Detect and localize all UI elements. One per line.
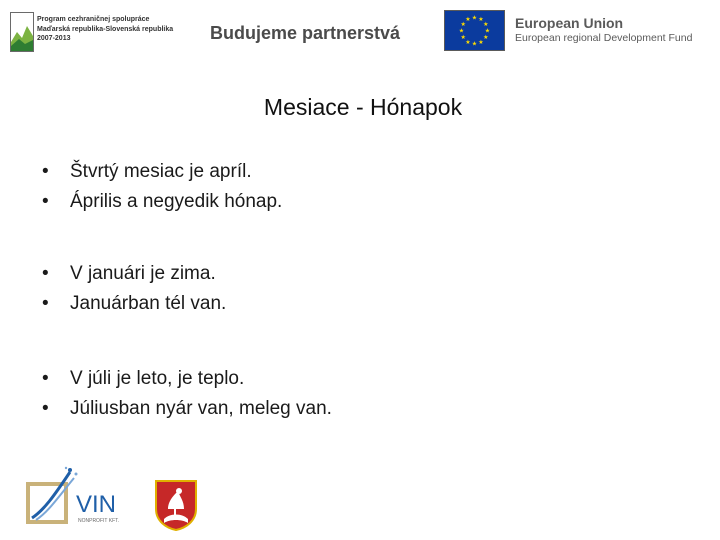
vin-logo — [26, 466, 144, 528]
bullet-icon: • — [42, 368, 49, 389]
eu-fund-name: European regional Development Fund — [515, 32, 693, 44]
eu-star-icon: ★ — [471, 40, 478, 48]
bullet-icon: • — [42, 191, 49, 212]
coat-of-arms-icon — [154, 479, 198, 531]
bullet-text: Januárban tél van. — [70, 293, 227, 314]
bullet-text: Április a negyedik hónap. — [70, 191, 283, 212]
eu-star-icon: ★ — [478, 38, 484, 46]
eu-star-icon: ★ — [471, 14, 478, 22]
program-logo-line: 2007-2013 — [37, 35, 71, 42]
eu-name: European Union — [515, 15, 624, 31]
program-logo-text — [37, 15, 173, 44]
eu-flag-icon — [444, 10, 505, 51]
eu-star-icon: ★ — [458, 27, 465, 35]
bullet-text: V júli je leto, je teplo. — [70, 368, 245, 389]
eu-star-icon: ★ — [465, 38, 471, 46]
bullet-icon: • — [42, 293, 49, 314]
program-logo-icon — [10, 12, 34, 52]
eu-star-icon: ★ — [478, 16, 484, 24]
eu-star-icon: ★ — [460, 21, 466, 28]
bullet-text: V januári je zima. — [70, 263, 216, 284]
program-logo-line: Maďarská republika-Slovenská republika — [37, 25, 174, 33]
eu-star-icon: ★ — [484, 27, 491, 35]
bullet-text: Júliusban nyár van, meleg van. — [70, 398, 332, 419]
bullet-icon: • — [42, 263, 49, 284]
bullet-icon: • — [42, 398, 49, 419]
vin-logo-subtext: NONPROFIT KFT. — [78, 518, 120, 524]
partnership-title: Budujeme partnerstvá — [210, 23, 401, 43]
bullet-icon: • — [42, 161, 49, 182]
eu-star-icon: ★ — [483, 34, 489, 41]
program-logo-line: Program cezhraničnej spolupráce — [37, 16, 150, 23]
vin-logo-text: VIN — [76, 491, 117, 518]
bullet-text: Štvrtý mesiac je apríl. — [70, 161, 252, 182]
eu-star-icon: ★ — [460, 34, 466, 41]
eu-star-icon: ★ — [483, 21, 489, 28]
eu-star-icon: ★ — [465, 16, 471, 24]
eu-logo-text — [515, 16, 692, 45]
page-title: Mesiace - Hónapok — [263, 94, 463, 120]
program-logo — [10, 12, 200, 56]
